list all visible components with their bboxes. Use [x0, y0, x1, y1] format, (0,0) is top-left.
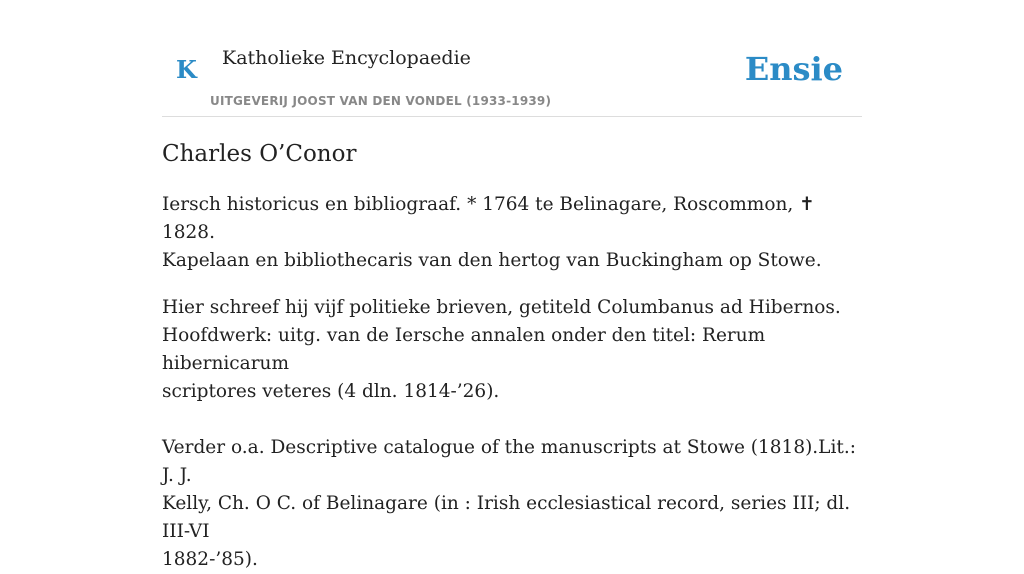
article-paragraph: Verder o.a. Descriptive catalogue of the manuscripts at Stowe (1818).Lit.: J. J. Kelly, Ch. O C. of Belinagare (in : Irish ecclesiastical record, series III; dl. III-VI 1882-’85). [162, 437, 856, 570]
article-body [162, 191, 862, 574]
site-header [162, 0, 862, 117]
article-title: Charles O’Conor [162, 141, 357, 167]
logo-mark[interactable]: K [176, 55, 197, 84]
article-paragraph: Iersch historicus en bibliograaf. * 1764 te Belinagare, Roscommon, ✝ 1828. Kapelaan en bibliothecaris van den hertog van Buckingham op Stowe. [162, 194, 822, 271]
article-paragraph: Hier schreef hij vijf politieke brieven, getiteld Columbanus ad Hibernos. Hoofdwerk: uitg. van de Iersche annalen onder den titel: Rerum hibernicarum scriptores veteres (4 dln. 1814-’26). [162, 297, 841, 402]
site-title[interactable]: Katholieke Encyclopaedie [222, 47, 471, 69]
brand-logo-link[interactable]: Ensie [744, 50, 843, 88]
site-subtitle: UITGEVERIJ JOOST VAN DEN VONDEL (1933-1939) [210, 94, 552, 108]
page-container [162, 0, 862, 570]
